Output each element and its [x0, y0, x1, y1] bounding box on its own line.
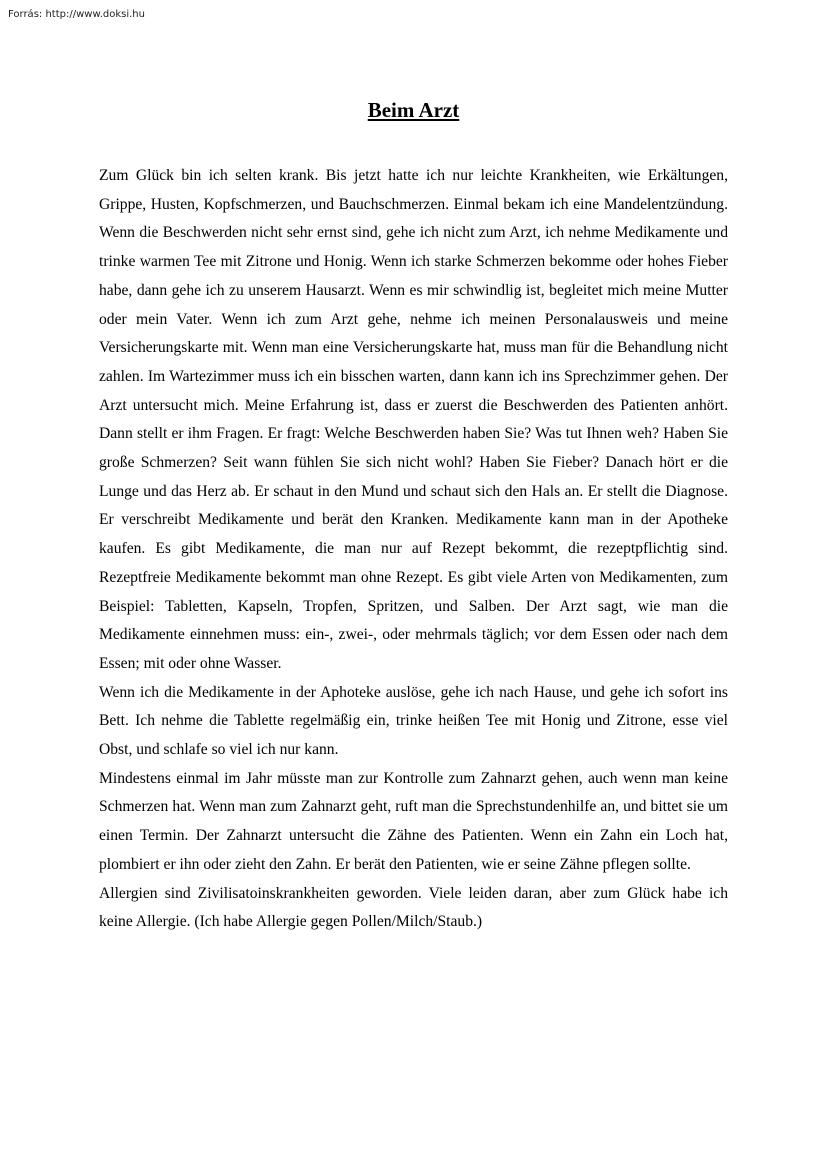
paragraph: Zum Glück bin ich selten krank. Bis jetzt hatte ich nur leichte Krankheiten, wie Erkältungen, Grippe, Husten, Kopfschmerzen, und Bauchschmerzen. Einmal bekam ich eine Mandelentzündung. Wenn die Beschwerden nicht sehr ernst sind, gehe ich nicht zum Arzt, ich nehme Medikamente und trinke warmen Tee mit Zitrone und Honig. Wenn ich starke Schmerzen bekomme oder hohes Fieber habe, dann gehe ich zu unserem Hausarzt. Wenn es mir schwindlig ist, begleitet mich meine Mutter oder mein Vater. Wenn ich zum Arzt gehe, nehme ich meinen Personalausweis und meine Versicherungskarte mit. Wenn man eine Versicherungskarte hat, muss man für die Behandlung nicht zahlen. Im Wartezimmer muss ich ein bisschen warten, dann kann ich ins Sprechzimmer gehen. Der Arzt untersucht mich. Meine Erfahrung ist, dass er zuerst die Beschwerden des Patienten anhört. Dann stellt er ihm Fragen. Er fragt: Welche Beschwerden haben Sie? Was tut Ihnen weh? Haben Sie große Schmerzen? Seit wann fühlen Sie sich nicht wohl? Haben Sie Fieber? Danach hört er die Lunge und das Herz ab. Er schaut in den Mund und schaut sich den Hals an. Er stellt die Diagnose. Er verschreibt Medikamente und berät den Kranken. Medikamente kann man in der Apotheke kaufen. Es gibt Medikamente, die man nur auf Rezept bekommt, die rezeptpflichtig sind. Rezeptfreie Medikamente bekommt man ohne Rezept. Es gibt viele Arten von Medikamenten, zum Beispiel: Tabletten, Kapseln, Tropfen, Spritzen, und Salben. Der Arzt sagt, wie man die Medikamente einnehmen muss: ein-, zwei-, oder mehrmals täglich; vor dem Essen oder nach dem Essen; mit oder ohne Wasser.	[99, 167, 728, 672]
document-body	[99, 162, 728, 937]
paragraph: Mindestens einmal im Jahr müsste man zur Kontrolle zum Zahnarzt gehen, auch wenn man keine Schmerzen hat. Wenn man zum Zahnarzt geht, ruft man die Sprechstundenhilfe an, und bittet sie um einen Termin. Der Zahnarzt untersucht die Zähne des Patienten. Wenn ein Zahn ein Loch hat, plombiert er ihn oder zieht den Zahn. Er berät den Patienten, wie er seine Zähne pflegen sollte.	[99, 769, 728, 873]
page-title: Beim Arzt	[367, 98, 460, 122]
paragraph: Wenn ich die Medikamente in der Aphoteke auslöse, gehe ich nach Hause, und gehe ich sofort ins Bett. Ich nehme die Tablette regelmäßig ein, trinke heißen Tee mit Honig und Zitrone, esse viel Obst, und schlafe so viel ich nur kann.	[99, 683, 728, 759]
source-attribution: Forrás: http://www.doksi.hu	[8, 9, 145, 20]
paragraph: Allergien sind Zivilisatoinskrankheiten geworden. Viele leiden daran, aber zum Glück habe ich keine Allergie. (Ich habe Allergie gegen Pollen/Milch/Staub.)	[99, 884, 728, 931]
